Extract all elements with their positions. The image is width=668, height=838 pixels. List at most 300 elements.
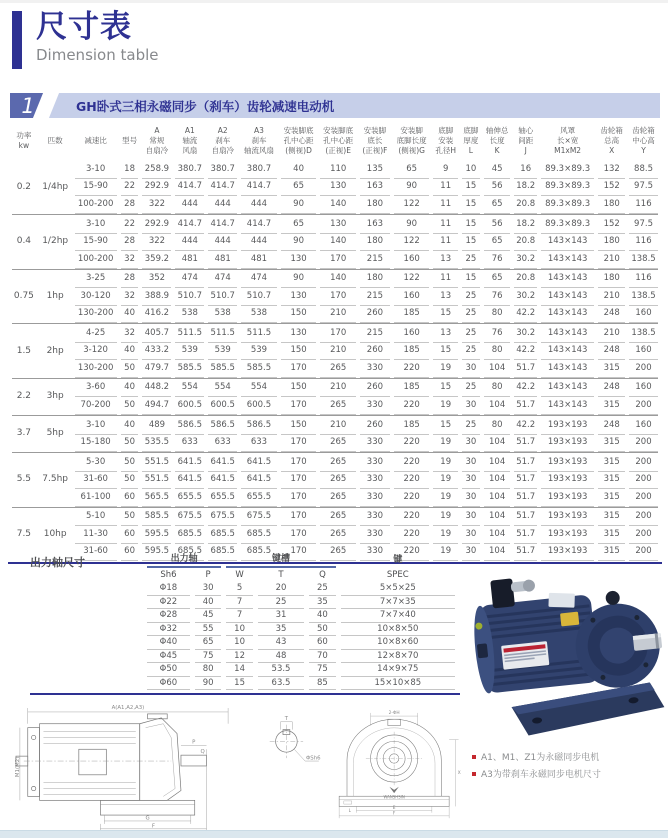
table-cell: 210 [320,380,356,398]
power-cell: 0.4 [16,236,32,247]
table-cell: 13 [433,251,458,269]
table-row [12,161,658,179]
table-row [12,360,658,378]
table-cell: 50 [121,472,139,490]
table-cell: 260 [360,417,390,435]
table-cell: 600.5 [208,397,237,415]
table-cell: 444 [241,234,277,252]
table-cell: 180 [598,234,625,252]
table-cell: 30 [462,509,480,527]
dim-label-fan-cover: M1(M2) [14,756,21,778]
table-cell: 538 [208,306,237,324]
table-cell: 444 [175,196,204,214]
dim-label-base-e: E [392,806,396,812]
column-header: A1 轴流 风扇 [182,126,198,156]
table-cell: 685.5 [175,526,204,544]
table-cell: 104 [484,526,511,544]
dim-label-base-g: G [145,815,150,822]
table-cell: 388.9 [142,288,171,306]
output-shaft-table-body [147,582,455,690]
table-cell: 315 [598,472,625,490]
table-cell: 193×193 [541,472,594,490]
table-cell: 292.9 [142,216,171,234]
table-cell: 7 [226,596,252,610]
table-cell: 3-10 [75,161,117,179]
table-row [147,663,455,677]
red-square-bullet [472,772,476,776]
group-header: 出力轴 [147,548,221,568]
table-cell: 510.7 [175,288,204,306]
table-cell: 479.7 [142,360,171,378]
table-cell: 641.5 [208,472,237,490]
table-cell: 474 [175,271,204,289]
table-cell: 685.5 [241,544,277,562]
table-cell: 4-25 [75,325,117,343]
table-cell: 90 [195,677,221,691]
table-cell: 130 [281,251,317,269]
table-cell: 565.5 [142,489,171,507]
table-cell: 265 [320,489,356,507]
table-cell: 258.9 [142,161,171,179]
power-cell: 7.5 [16,528,32,539]
table-row [12,216,658,234]
table-cell: 110 [320,161,356,179]
table-cell: 130 [320,216,356,234]
table-row [12,343,658,361]
section-title: GH卧式三相永磁同步（刹车）齿轮减速电动机 [76,98,335,114]
table-cell: 22 [121,179,139,197]
table-cell: 15-90 [75,179,117,197]
table-cell: 9 [433,161,458,179]
table-cell: 511.5 [208,325,237,343]
column-header: 型号 [122,136,138,146]
table-cell: 19 [433,360,458,378]
table-cell: 551.5 [142,454,171,472]
table-cell: 116 [629,234,658,252]
title-accent-bar [12,11,22,69]
table-cell: 56 [484,179,511,197]
table-cell: 655.5 [175,489,204,507]
table-row [12,472,658,490]
table-cell: 260 [360,380,390,398]
table-cell: 104 [484,472,511,490]
table-cell: 330 [360,472,390,490]
table-cell: 352 [142,271,171,289]
table-cell: 633 [208,435,237,453]
column-header: 安装脚底 孔中心距 (正视)E [323,126,354,156]
front-view-drawing [325,693,463,835]
power-cell: 1.5 [16,345,32,356]
logo-text: WANSHSIN [383,794,405,800]
table-cell: 40 [121,306,139,324]
table-cell: 11 [433,179,458,197]
table-cell: 100-200 [75,251,117,269]
table-cell: 51.7 [514,454,536,472]
table-cell: 330 [360,397,390,415]
column-header: 减速比 [84,136,107,146]
table-cell: 260 [360,343,390,361]
table-cell: 641.5 [175,454,204,472]
table-cell: 51.7 [514,509,536,527]
column-header: 底脚 厚度 L [463,126,479,156]
table-cell: 32 [121,325,139,343]
table-cell: 248 [598,380,625,398]
table-cell: 359.2 [142,251,171,269]
table-row [12,489,658,507]
table-cell: 132 [598,161,625,179]
table-cell: 185 [394,343,430,361]
table-cell: 11-30 [75,526,117,544]
table-cell: 200 [629,509,658,527]
table-cell: 210 [320,306,356,324]
table-cell: 150 [281,343,317,361]
table-cell: 19 [433,454,458,472]
table-cell: 22 [121,216,139,234]
gear-motor-illustration [468,551,666,747]
table-row [147,596,455,610]
table-cell: 61-100 [75,489,117,507]
table-cell: 15-90 [75,234,117,252]
table-cell: Φ32 [147,623,190,637]
column-header: T [278,570,284,580]
output-shaft-table-head [147,548,455,582]
table-cell: 51.7 [514,360,536,378]
table-cell: 80 [484,306,511,324]
table-cell: 25 [258,596,304,610]
table-cell: 88.5 [629,161,658,179]
table-cell: 51.7 [514,435,536,453]
table-cell: 122 [394,196,430,214]
table-row [12,397,658,415]
table-cell: 163 [360,179,390,197]
table-cell: 511.5 [241,325,277,343]
table-cell: 143×143 [541,271,594,289]
column-header: A2 刹车 自扇冷 [211,126,234,156]
table-cell: 641.5 [241,472,277,490]
table-cell: 200 [629,360,658,378]
table-cell: 143×143 [541,306,594,324]
table-cell: 80 [484,343,511,361]
table-cell: 130 [281,288,317,306]
table-cell: 405.7 [142,325,171,343]
power-cell: 3.7 [16,428,32,439]
table-cell: 30 [462,360,480,378]
table-cell: 30.2 [514,251,536,269]
table-cell: Φ50 [147,663,190,677]
table-cell: 30-120 [75,288,117,306]
table-cell: 170 [281,472,317,490]
table-cell: 200 [629,397,658,415]
footnotes [472,750,601,784]
table-cell: 53.5 [258,663,304,677]
dim-label-mounting-holes: 2-ΦH [388,711,400,717]
table-cell: 380.7 [208,161,237,179]
table-cell: 28 [121,234,139,252]
table-cell: 322 [142,196,171,214]
table-cell: 444 [175,234,204,252]
table-cell: 3-120 [75,343,117,361]
table-row [147,650,455,664]
table-cell: 433.2 [142,343,171,361]
table-cell: 85 [309,677,335,691]
table-cell: 28 [121,271,139,289]
section-title-bar [46,93,660,118]
table-cell: 60 [121,544,139,562]
header-row [12,124,658,161]
table-cell: 185 [394,417,430,435]
table-row [12,526,658,544]
table-cell: 75 [309,663,335,677]
table-cell: Φ22 [147,596,190,610]
table-cell: 185 [394,380,430,398]
table-cell: 104 [484,489,511,507]
table-cell: 210 [320,343,356,361]
page-bottom-strip [0,830,668,838]
table-cell: 586.5 [208,417,237,435]
table-cell: 315 [598,360,625,378]
table-cell: 330 [360,489,390,507]
table-cell: 130 [320,179,356,197]
table-cell: 538 [241,306,277,324]
table-cell: 50 [121,360,139,378]
table-cell: 40 [195,596,221,610]
table-cell: 539 [175,343,204,361]
table-cell: 45 [484,161,511,179]
table-cell: 80 [484,417,511,435]
column-header: A 常规 自扇冷 [145,126,169,156]
table-cell: 19 [433,435,458,453]
table-cell: 60 [121,489,139,507]
table-cell: 220 [394,435,430,453]
table-cell: 170 [281,435,317,453]
table-cell: 20.8 [514,234,536,252]
table-cell: 193×193 [541,489,594,507]
table-cell: 20 [258,582,304,596]
table-cell: 160 [394,325,430,343]
table-cell: 65 [484,271,511,289]
table-cell: 170 [281,397,317,415]
table-cell: 30 [462,489,480,507]
table-cell: 200 [629,454,658,472]
table-cell: 104 [484,397,511,415]
dimension-table-body [12,161,658,561]
table-row [12,417,658,435]
page-subtitle: Dimension table [36,45,159,64]
side-view-drawing [14,693,248,835]
footnote-item [472,767,601,780]
table-cell: 65 [484,234,511,252]
table-cell: 481 [241,251,277,269]
column-header: Sh6 [160,570,177,580]
table-cell: 10×8×50 [341,623,455,637]
table-cell: 13 [433,288,458,306]
table-cell: 50 [121,509,139,527]
dim-label-shaft-diameter: ΦSh6 [305,755,321,762]
table-cell: 50 [121,454,139,472]
table-cell: 585.5 [208,360,237,378]
table-cell: 315 [598,544,625,562]
table-cell: 3-60 [75,380,117,398]
hp-cell: 2hp [46,345,64,356]
table-cell: 15×10×85 [341,677,455,691]
table-cell: 292.9 [142,179,171,197]
table-cell: 414.7 [241,179,277,197]
table-cell: 116 [629,271,658,289]
table-cell: 50 [121,435,139,453]
table-cell: 7×7×40 [341,609,455,623]
section-number: 1 [10,93,46,118]
table-cell: 31-60 [75,544,117,562]
table-cell: Φ40 [147,636,190,650]
table-cell: 16 [514,161,536,179]
table-cell: 586.5 [241,417,277,435]
table-cell: 11 [433,271,458,289]
table-cell: 13 [433,325,458,343]
table-cell: 30.2 [514,325,536,343]
column-header: 轴伸总 长度 K [485,126,509,156]
table-cell: 140 [320,234,356,252]
table-cell: 220 [394,360,430,378]
end-cap-boss [477,643,488,658]
table-cell: 15 [433,417,458,435]
table-cell: 11 [433,234,458,252]
table-cell: 138.5 [629,251,658,269]
table-cell: 40 [121,380,139,398]
table-cell: 5-10 [75,509,117,527]
table-cell: 90 [281,196,317,214]
table-cell: 11 [433,216,458,234]
table-cell: Φ60 [147,677,190,691]
table-cell: 19 [433,472,458,490]
table-cell: 43 [258,636,304,650]
table-cell: 633 [175,435,204,453]
sub-header-row [147,568,455,582]
table-cell: 30.2 [514,288,536,306]
table-cell: 448.2 [142,380,171,398]
table-cell: 633 [241,435,277,453]
table-cell: 150 [281,417,317,435]
column-header: 齿轮箱 中心高 Y [632,126,655,156]
table-cell: 140 [320,196,356,214]
table-cell: 130-200 [75,360,117,378]
dimension-table-container [8,124,662,564]
table-row [12,271,658,289]
table-cell: 180 [598,196,625,214]
table-row [12,435,658,453]
table-cell: 55 [195,623,221,637]
table-cell: 554 [175,380,204,398]
hp-cell: 3hp [46,391,64,402]
table-row [12,196,658,214]
table-cell: 260 [360,306,390,324]
table-cell: 130 [281,325,317,343]
table-cell: 675.5 [241,509,277,527]
column-header: 安装脚 底长 (正视)F [362,126,388,156]
column-header: 匹数 [47,136,63,146]
table-cell: Φ28 [147,609,190,623]
table-cell: 180 [360,234,390,252]
table-cell: Φ45 [147,650,190,664]
table-cell: 170 [281,544,317,562]
table-row [12,380,658,398]
footnote-text: A1、M1、Z1为永磁同步电机 [481,753,600,763]
table-cell: 655.5 [208,489,237,507]
table-cell: 42.2 [514,343,536,361]
table-cell: 15 [462,216,480,234]
table-cell: 65 [195,636,221,650]
table-cell: 76 [484,288,511,306]
table-cell: 51.7 [514,526,536,544]
table-cell: 414.7 [208,179,237,197]
title-block [12,11,159,69]
table-cell: 474 [208,271,237,289]
table-cell: 25 [462,251,480,269]
table-cell: 160 [394,288,430,306]
table-cell: 170 [281,526,317,544]
table-cell: 330 [360,454,390,472]
table-row [12,325,658,343]
table-cell: 25 [309,582,335,596]
table-cell: 193×193 [541,509,594,527]
table-cell: 265 [320,509,356,527]
table-cell: 35 [309,596,335,610]
table-cell: 15-180 [75,435,117,453]
table-cell: 75 [195,650,221,664]
table-cell: 89.3×89.3 [541,216,594,234]
table-cell: 31 [258,609,304,623]
dim-label-base-f: F [151,823,156,830]
table-cell: 600.5 [241,397,277,415]
table-cell: 42.2 [514,417,536,435]
dim-label-shaft-q: Q [200,749,205,756]
column-header: Q [319,570,326,580]
table-cell: 19 [433,509,458,527]
table-cell: 10×8×60 [341,636,455,650]
table-cell: 585.5 [175,360,204,378]
table-cell: 585.5 [241,360,277,378]
table-cell: 143×143 [541,234,594,252]
table-cell: 685.5 [208,544,237,562]
table-cell: 265 [320,360,356,378]
table-cell: 25 [462,343,480,361]
table-cell: 20.8 [514,271,536,289]
table-cell: 265 [320,544,356,562]
table-cell: 51.7 [514,397,536,415]
table-cell: 90 [281,234,317,252]
table-cell: 65 [394,161,430,179]
table-cell: 11 [433,196,458,214]
table-cell: 170 [320,288,356,306]
table-cell: 170 [281,360,317,378]
table-cell: 215 [360,288,390,306]
table-cell: 97.5 [629,216,658,234]
dim-label-shaft-p: P [192,739,196,746]
table-cell: 19 [433,489,458,507]
table-cell: 18.2 [514,179,536,197]
table-cell: 143×143 [541,380,594,398]
table-cell: 25 [462,417,480,435]
table-cell: 14 [226,663,252,677]
table-cell: 414.7 [175,179,204,197]
table-cell: 90 [394,216,430,234]
table-cell: 150 [281,306,317,324]
table-cell: 15 [462,196,480,214]
table-cell: 28 [121,196,139,214]
table-cell: 315 [598,454,625,472]
table-row [147,623,455,637]
table-cell: 15 [433,306,458,324]
table-cell: 152 [598,179,625,197]
